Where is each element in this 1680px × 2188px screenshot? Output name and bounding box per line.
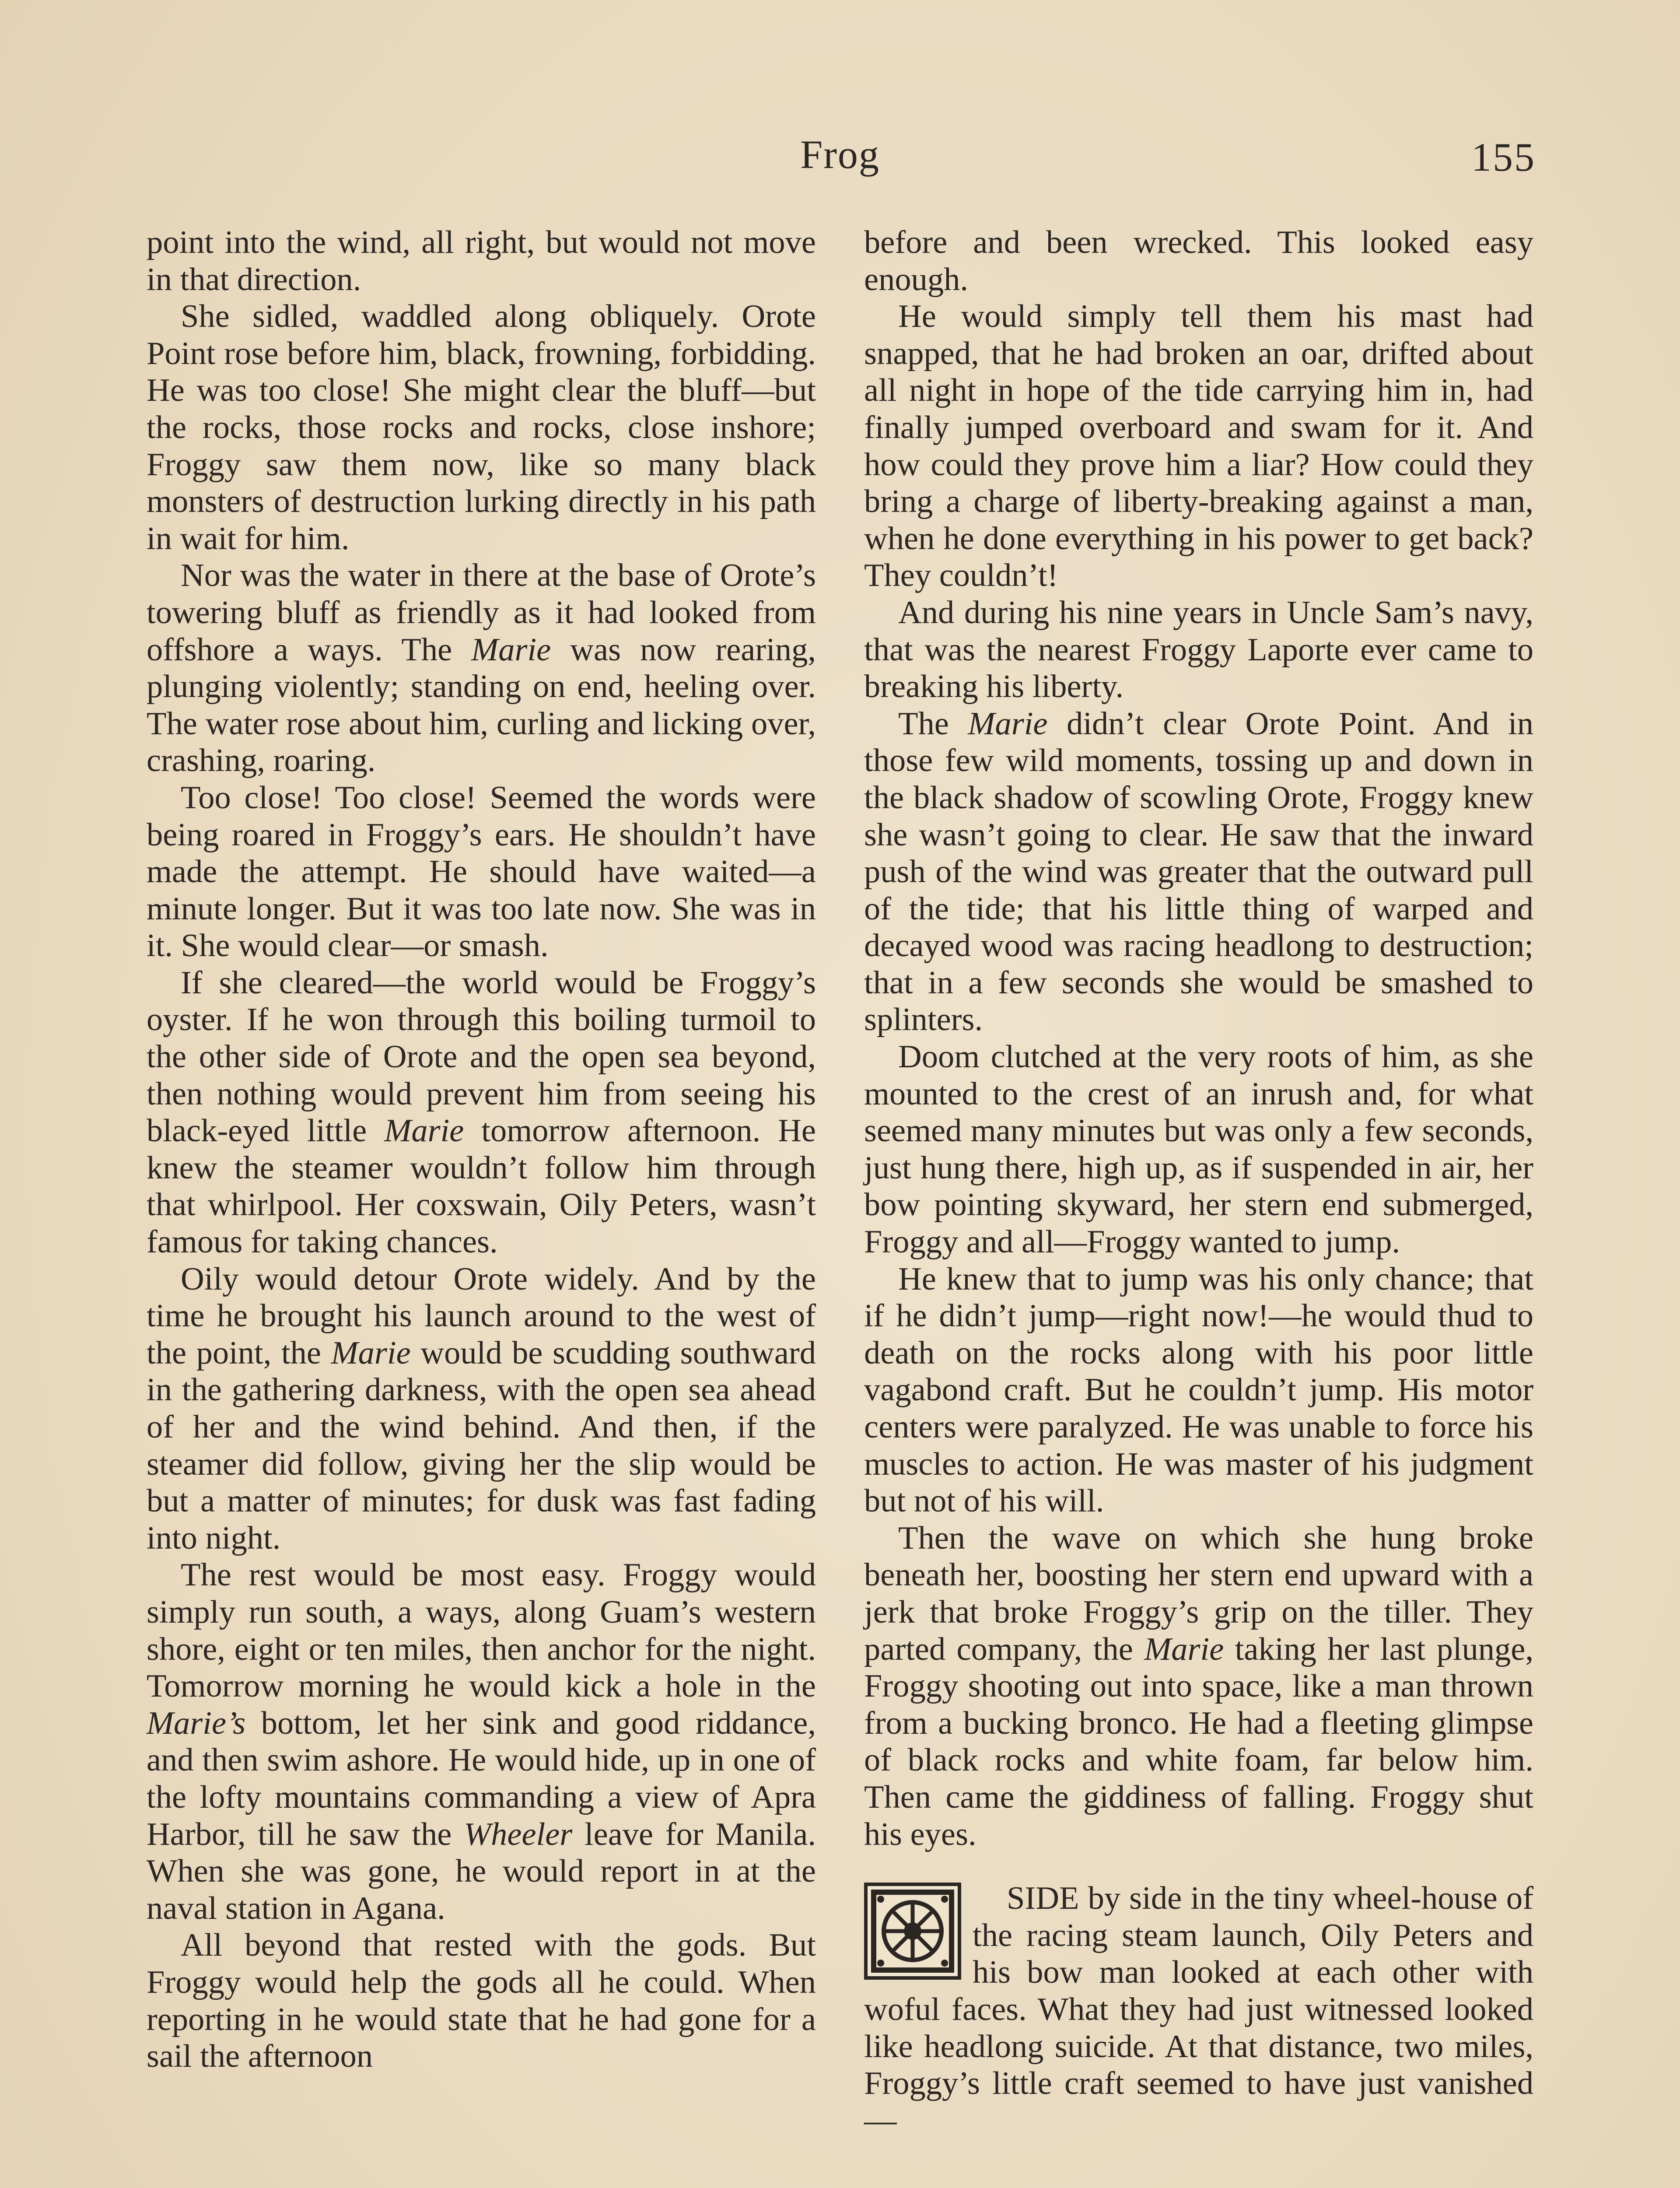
paragraph xyxy=(147,557,816,779)
italic-name: Marie xyxy=(384,1113,464,1149)
paragraph xyxy=(147,1927,816,2075)
paragraph-text: The xyxy=(898,705,968,742)
italic-name: Marie xyxy=(331,1335,411,1371)
italic-name: Marie xyxy=(1144,1631,1224,1667)
italic-name: Marie xyxy=(968,705,1048,742)
paragraph xyxy=(147,224,816,298)
left-column xyxy=(147,224,816,2075)
paragraph xyxy=(147,1261,816,1557)
paragraph-text: didn’t clear Orote Point. And in those few wild moments, tossing up and down in the black shadow of scowling Orote, Froggy knew she wasn’t going to clear. He saw that the inward push of the wind was greater that the outward pull of the tide; that his little thing of warped and decayed wood was racing headlong to destruction; that in a few seconds she would be smashed to splinters. xyxy=(864,705,1533,1038)
paragraph-text: Doom clutched at the very roots of him, as she mounted to the crest of an inrush and, for what seemed many minutes but was only a few seconds, just hung there, high up, as if suspended in air, her bow pointing skyward, her stern end submerged, Froggy and all—Froggy wanted to jump. xyxy=(864,1039,1533,1260)
paragraph-text: bottom, let her sink and good riddance, and then swim ashore. He would hide, up in one of the lofty mountains commanding a view of Apra Harbor, till he saw the xyxy=(147,1705,816,1852)
paragraph-text: If she cleared—the world would be Froggy’s oyster. If he won through this boiling turmoil to the other side of Orote and the open sea beyond, then nothing would prevent him from seeing his black-eyed little xyxy=(147,964,816,1149)
paragraph-text: would be scudding southward in the gathering darkness, with the open sea ahead of her and the wind behind. And then, if the steamer did follow, giving her the slip would be but a matter of minutes; for dusk was fast fading into night. xyxy=(147,1335,816,1556)
paragraph-text: Then the wave on which she hung broke beneath her, boosting her stern end upward with a jerk that broke Froggy’s grip on the tiller. They parted company, the xyxy=(864,1520,1533,1667)
paragraph-text: Oily would detour Orote widely. And by the time he brought his launch around to the west of the point, the xyxy=(147,1261,816,1371)
paragraph-text: Nor was the water in there at the base of Orote’s towering bluff as friendly as it had looked from offshore a ways. The xyxy=(147,558,816,668)
italic-name: Marie’s xyxy=(147,1705,246,1741)
paragraph xyxy=(864,298,1533,594)
paragraph-text: He knew that to jump was his only chance; that if he didn’t jump—right now!—he would thud to death on the rocks along with his poor little vagabond craft. But he couldn’t jump. His motor centers were paralyzed. He was unable to force his muscles to action. He was master of his judgment but not of his will. xyxy=(864,1261,1533,1519)
page-header xyxy=(0,131,1680,184)
italic-name: Wheeler xyxy=(464,1816,573,1852)
section-break-paragraph xyxy=(864,1880,1533,2139)
paragraph-text: He would simply tell them his mast had snapped, that he had broken an oar, drifted about all night in hope of the tide carrying him in, had finally jumped overboard and swam for it. And how could they prove him a liar? How could they bring a charge of liberty-breaking against a man, when he done everything in his power to get back? They couldn’t! xyxy=(864,298,1533,594)
paragraph-text: The rest would be most easy. Froggy would simply run south, a ways, along Guam’s western shore, eight or ten miles, then anchor for the night. Tomorrow morning he would kick a hole in the xyxy=(147,1557,816,1704)
paragraph-text: was now rearing, plunging violently; standing on end, heeling over. The water rose about him, curling and licking over, crashing, roaring. xyxy=(147,631,816,779)
paragraph xyxy=(864,224,1533,298)
paragraph-text: All beyond that rested with the gods. But Froggy would help the gods all he could. When reporting in he would state that he had gone for a sail the afternoon xyxy=(147,1927,816,2075)
paragraph xyxy=(864,594,1533,705)
running-title: Frog xyxy=(800,132,880,177)
right-column-paragraphs xyxy=(864,224,1533,1853)
paragraph-text: tomorrow afternoon. He knew the steamer wouldn’t follow him through that whirlpool. Her coxswain, Oily Peters, wasn’t famous for taking chances. xyxy=(147,1113,816,1260)
section-gap xyxy=(864,1853,1533,1880)
paragraph-text: And during his nine years in Uncle Sam’s navy, that was the nearest Froggy Laporte ever came to breaking his liberty. xyxy=(864,594,1533,705)
ornamental-drop-cap xyxy=(864,1883,961,1980)
paragraph xyxy=(147,1557,816,1927)
ornament-icon xyxy=(868,1886,958,1976)
paragraph xyxy=(147,298,816,557)
paragraph-text: taking her last plunge, Froggy shooting out into space, like a man thrown from a bucking bronco. He had a fleeting glimpse of black rocks and white foam, far below him. Then came the giddiness of falling. Froggy shut his eyes. xyxy=(864,1631,1533,1852)
paragraph-text: before and been wrecked. This looked easy enough. xyxy=(864,224,1533,298)
right-column xyxy=(864,224,1533,2139)
paragraph xyxy=(864,1038,1533,1261)
italic-name: Marie xyxy=(471,631,551,668)
paragraph xyxy=(147,964,816,1261)
paragraph-text: point into the wind, all right, but would not move in that direction. xyxy=(147,224,816,298)
paragraph xyxy=(864,705,1533,1038)
paragraph-text: She sidled, waddled along obliquely. Orote Point rose before him, black, frowning, forbidding. He was too close! She might clear the bluff—but the rocks, those rocks and rocks, close inshore; Froggy saw them now, like so many black monsters of destruction lurking directly in his path in wait for him. xyxy=(147,298,816,557)
section-break-text: SIDE by side in the tiny wheel-house of the racing steam launch, Oily Peters and his bow man looked at each other with woful faces. What they had just witnessed looked like headlong suicide. At that distance, two miles, Froggy’s little craft seemed to have just vanished— xyxy=(864,1880,1533,2139)
page-number: 155 xyxy=(1471,135,1536,179)
paragraph-text: leave for Manila. When she was gone, he would report in at the naval station in Agana. xyxy=(147,1816,816,1926)
paragraph xyxy=(147,779,816,964)
paragraph xyxy=(864,1520,1533,1853)
paragraph-text: Too close! Too close! Seemed the words were being roared in Froggy’s ears. He shouldn’t have made the attempt. He should have waited—a minute longer. But it was too late now. She was in it. She would clear—or smash. xyxy=(147,779,816,964)
paragraph xyxy=(864,1261,1533,1520)
